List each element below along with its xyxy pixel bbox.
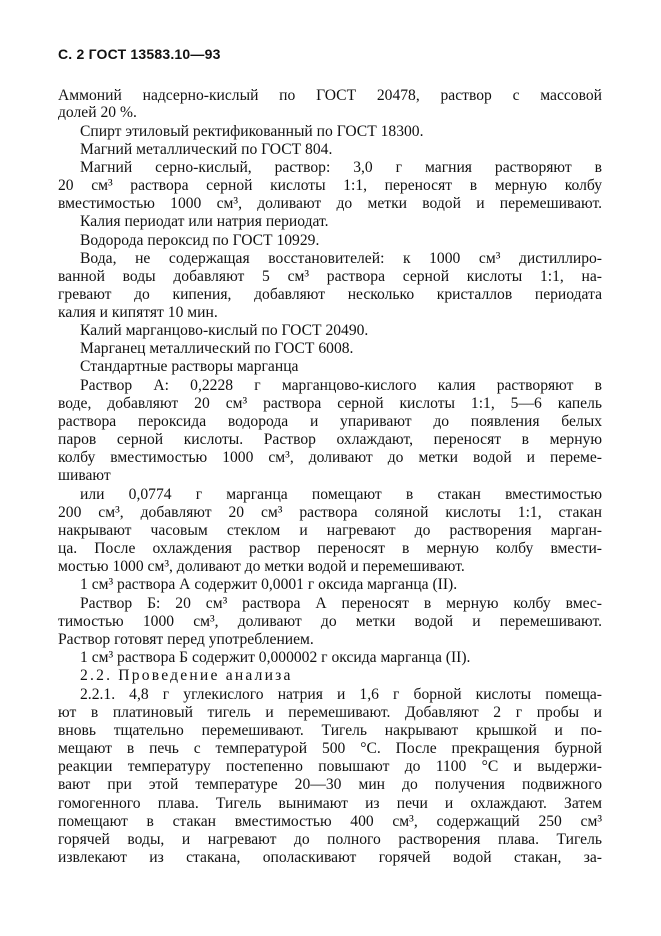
text-line: гревают до кипения, добавляют несколько кристаллов периодата	[58, 286, 602, 303]
text-line: долей 20 %.	[58, 104, 137, 121]
text-line: ца. После охлаждения раствор переносят в мерную колбу вмести-	[58, 540, 602, 557]
text-line: реакции температуру постепенно повышают до 1100 °С и выдержи-	[58, 758, 602, 775]
text-line: извлекают из стакана, ополаскивают горячей водой стакан, за-	[58, 849, 602, 866]
text-line: Калий марганцово-кислый по ГОСТ 20490.	[80, 322, 369, 339]
text-line: Аммоний надсерно-кислый по ГОСТ 20478, раствор с массовой	[58, 87, 602, 104]
text-line: Раствор готовят перед употреблением.	[58, 631, 314, 648]
text-line: 200 см³, добавляют 20 см³ раствора соляной кислоты 1:1, стакан	[58, 504, 602, 521]
text-line: 2.2.1. 4,8 г углекислого натрия и 1,6 г борной кислоты помеща-	[80, 686, 602, 703]
text-line: калия и кипятят 10 мин.	[58, 304, 218, 321]
text-line: мещают в печь с температурой 500 °С. После прекращения бурной	[58, 740, 602, 757]
text-line: вместимостью 1000 см³, доливают до метки водой и перемешивают.	[58, 195, 602, 212]
text-line: Стандартные растворы марганца	[80, 358, 299, 375]
text-line: раствора пероксида водорода и упаривают до появления белых	[58, 413, 602, 430]
text-line: 20 см³ раствора серной кислоты 1:1, переносят в мерную колбу	[58, 177, 602, 194]
text-line: 1 см³ раствора Б содержит 0,000002 г оксида марганца (II).	[80, 649, 471, 666]
text-line: ют в платиновый тигель и перемешивают. Добавляют 2 г пробы и	[58, 704, 602, 721]
page-header: С. 2 ГОСТ 13583.10—93	[58, 46, 221, 62]
text-line: Раствор А: 0,2228 г марганцово-кислого калия растворяют в	[80, 377, 602, 394]
text-line: воде, добавляют 20 см³ раствора серной кислоты 1:1, 5—6 капель	[58, 395, 602, 412]
text-line: Спирт этиловый ректификованный по ГОСТ 18300.	[80, 123, 424, 140]
text-line: вновь тщательно перемешивают. Тигель накрывают крышкой и по-	[58, 722, 602, 739]
text-line: колбу вместимостью 1000 см³, доливают до метки водой и переме-	[58, 449, 602, 466]
text-line: паров серной кислоты. Раствор охлаждают, переносят в мерную	[58, 431, 602, 448]
text-line: горячей воды, и нагревают до полного растворения плава. Тигель	[58, 831, 602, 848]
text-line: мостью 1000 см³, доливают до метки водой и перемешивают.	[58, 558, 465, 575]
text-line: Магний металлический по ГОСТ 804.	[80, 141, 333, 158]
section-heading: 2.2. Проведение анализа	[80, 667, 293, 684]
text-line: Раствор Б: 20 см³ раствора А переносят в мерную колбу вмес-	[80, 595, 602, 612]
text-line: Водорода пероксид по ГОСТ 10929.	[80, 232, 320, 249]
text-line: помещают в стакан вместимостью 400 см³, содержащий 250 см³	[58, 813, 602, 830]
text-line: Магний серно-кислый, раствор: 3,0 г магния растворяют в	[80, 159, 602, 176]
text-line: вают при этой температуре 20—30 мин до получения подвижного	[58, 776, 602, 793]
text-line: 1 см³ раствора А содержит 0,0001 г оксида марганца (II).	[80, 576, 458, 593]
text-line: Марганец металлический по ГОСТ 6008.	[80, 340, 354, 357]
text-line: Калия периодат или натрия периодат.	[80, 213, 329, 230]
text-line: накрывают часовым стеклом и нагревают до растворения марган-	[58, 522, 602, 539]
text-line: Вода, не содержащая восстановителей: к 1000 см³ дистиллиро-	[80, 250, 602, 267]
text-line: гомогенного плава. Тигель вынимают из печи и охлаждают. Затем	[58, 795, 602, 812]
text-line: шивают	[58, 467, 111, 484]
text-line: или 0,0774 г марганца помещают в стакан вместимостью	[80, 486, 602, 503]
text-line: ванной воды добавляют 5 см³ раствора серной кислоты 1:1, на-	[58, 268, 602, 285]
text-line: тимостью 1000 см³, доливают до метки водой и перемешивают.	[58, 613, 602, 630]
